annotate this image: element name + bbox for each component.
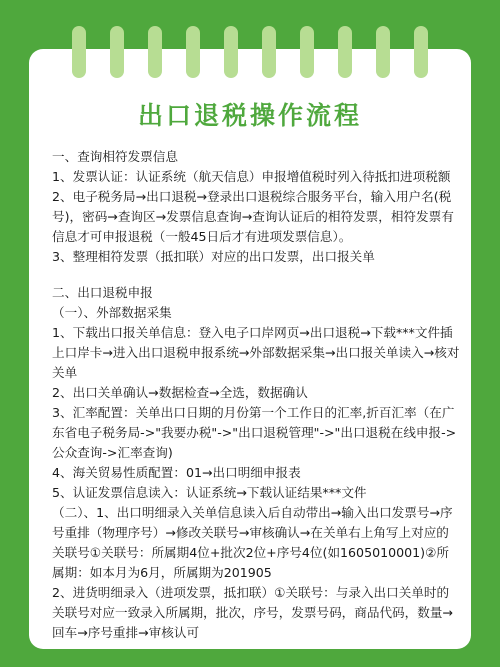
document-body xyxy=(52,147,460,643)
paragraph: 3、汇率配置：关单出口日期的月份第一个工作日的汇率,折百汇率（在广东省电子税务局->"我要办税"->"出口退税管理"->"出口退税在线申报->公众查询->汇率查询) xyxy=(52,405,457,460)
binder-ring xyxy=(72,26,86,78)
binder-ring xyxy=(224,26,238,78)
paragraph: 2、进货明细录入（进项发票，抵扣联）①关联号：与录入出口关单时的关联号对应一致录入所属期，批次，序号，发票号码，商品代码，数量→回车→序号重排→审核认可 xyxy=(52,585,453,640)
paragraph: 1、发票认证：认证系统（航天信息）申报增值税时列入待抵扣进项税额 xyxy=(52,169,451,184)
paragraph: 2、电子税务局→出口退税→登录出口退税综合服务平台，输入用户名(税号)，密码→查询区→发票信息查询→查询认证后的相符发票，相符发票有信息才可申报退税（一般45日后才有进项发票信息）。 xyxy=(52,189,454,244)
binder-ring xyxy=(186,26,200,78)
paragraph: 1、下载出口报关单信息：登入电子口岸网页→出口退税→下载***文件插上口岸卡→进入出口退税申报系统→外部数据采集→出口报关单读入→核对关单 xyxy=(52,325,460,380)
section-heading: 一、查询相符发票信息 xyxy=(52,149,178,164)
binder-ring xyxy=(300,26,314,78)
paragraph: （二）、1、出口明细录入关单信息读入后自动带出→输入出口发票号→序号重排（物理序号）→修改关联号→审核确认→在关单右上角写上对应的关联号①关联号：所属期4位+批次2位+序号4位(如1605010001)②所属期：如本月为6月，所属期为201905 xyxy=(52,505,453,580)
page-title: 出口退税操作流程 xyxy=(137,101,362,130)
binder-ring xyxy=(338,26,352,78)
paragraph: 3、整理相符发票（抵扣联）对应的出口发票，出口报关单 xyxy=(52,249,375,264)
subsection-heading: （一）、外部数据采集 xyxy=(52,305,172,320)
binder-ring xyxy=(414,26,428,78)
binder-ring xyxy=(148,26,162,78)
paragraph: 2、出口关单确认→数据检查→全选，数据确认 xyxy=(52,385,308,400)
binder-ring xyxy=(262,26,276,78)
binder-ring xyxy=(376,26,390,78)
section-heading: 二、出口退税申报 xyxy=(52,285,153,300)
binder-rings xyxy=(72,26,432,82)
binder-ring xyxy=(110,26,124,78)
paragraph: 5、认证发票信息读入：认证系统→下载认证结果***文件 xyxy=(52,485,367,500)
paragraph: 4、海关贸易性质配置：01→出口明细申报表 xyxy=(52,465,301,480)
